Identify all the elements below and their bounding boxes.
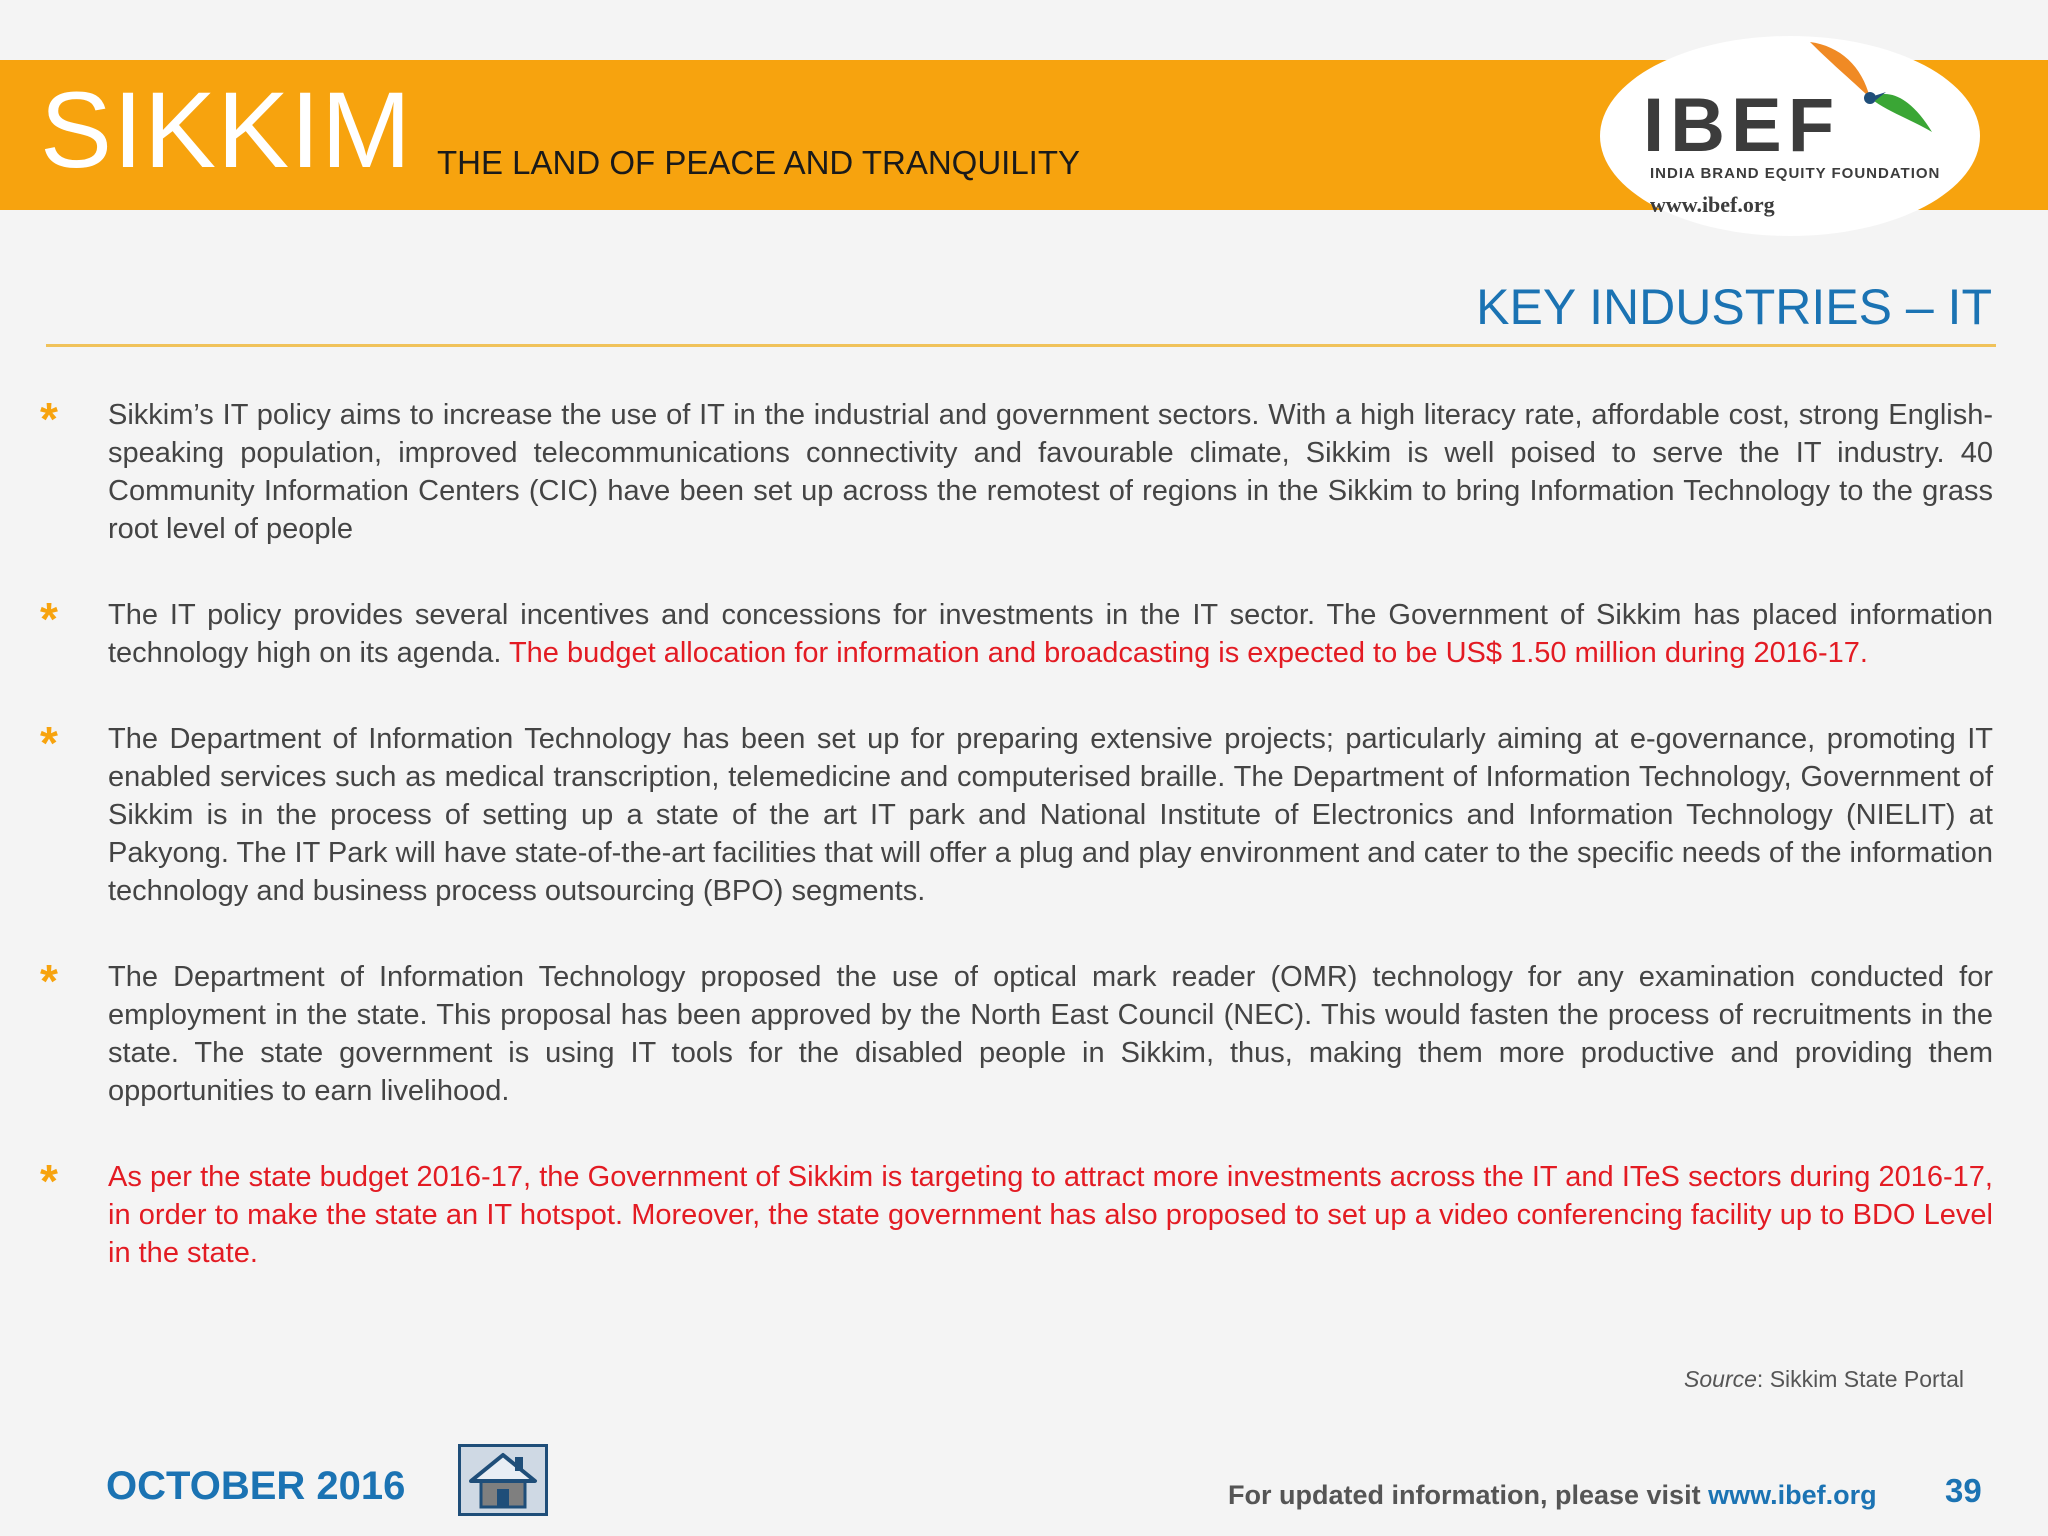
asterisk-bullet-icon: * — [40, 593, 58, 645]
asterisk-bullet-icon: * — [40, 393, 58, 445]
logo-name: IBEF — [1643, 83, 1841, 168]
footer-visit-link[interactable]: www.ibef.org — [1708, 1480, 1877, 1510]
bullet-text — [108, 720, 1993, 910]
bullet-item — [40, 955, 1993, 1110]
bullet-body: Sikkim’s IT policy aims to increase the use of IT in the industrial and government sectors. With a high literacy rate, affordable cost, strong English-speaking population, improved telecommunications connectivity and favourable climate, Sikkim is well poised to serve the IT industry. 40 Community Information Centers (CIC) have been set up across the remotest of regions in the Sikkim to bring Information Technology to the grass root level of people — [108, 399, 1993, 545]
bullet-item — [40, 1155, 1993, 1272]
page-number: 39 — [1945, 1472, 1982, 1509]
footer-visit-note — [1228, 1480, 1877, 1511]
bullet-highlight: As per the state budget 2016-17, the Government of Sikkim is targeting to attract more investments across the IT and ITeS sectors during 2016-17, in order to make the state an IT hotspot. Moreover, the state government has also proposed to set up a video conferencing facility up to BDO Level in the state. — [108, 1161, 1993, 1269]
bullet-body: The Department of Information Technology has been set up for preparing extensive projects; particularly aiming at e-governance, promoting IT enabled services such as medical transcription, telemedicine and computerised braille. The Department of Information Technology, Government of Sikkim is in the process of setting up a state of the art IT park and National Institute of Electronics and Information Technology (NIELIT) at Pakyong. The IT Park will have state-of-the-art facilities that will offer a plug and play environment and cater to the specific needs of the information technology and business process outsourcing (BPO) segments. — [108, 723, 1993, 907]
home-button[interactable] — [458, 1444, 548, 1516]
source-label: Source — [1684, 1366, 1757, 1392]
section-title: KEY INDUSTRIES – IT — [1476, 279, 1992, 335]
bullet-text — [108, 396, 1993, 548]
home-icon — [461, 1447, 545, 1513]
logo-subtitle: INDIA BRAND EQUITY FOUNDATION — [1650, 165, 1941, 182]
state-tagline: THE LAND OF PEACE AND TRANQUILITY — [437, 144, 1081, 181]
bullet-text — [108, 1158, 1993, 1272]
bullet-item — [40, 393, 1993, 548]
bullet-body: The Department of Information Technology proposed the use of optical mark reader (OMR) technology for any examination conducted for employment in the state. This proposal has been approved by the North East Council (NEC). This would fasten the process of recruitments in the state. The state government is using IT tools for the disabled people in Sikkim, thus, making them more productive and providing them opportunities to earn livelihood. — [108, 961, 1993, 1107]
bullet-text — [108, 958, 1993, 1110]
bullet-body: The IT policy provides several incentives and concessions for investments in the IT sector. The Government of Sikkim has placed information technology high on its agenda. — [108, 599, 1993, 669]
bullet-text — [108, 596, 1993, 672]
asterisk-bullet-icon: * — [40, 1155, 58, 1207]
bullet-item — [40, 717, 1993, 910]
source-note — [1684, 1366, 1964, 1393]
asterisk-bullet-icon: * — [40, 717, 58, 769]
title-divider — [46, 344, 1996, 347]
bullet-list — [40, 393, 1993, 1320]
source-text: : Sikkim State Portal — [1756, 1366, 1964, 1392]
logo-url: www.ibef.org — [1650, 192, 1775, 217]
footer-visit-text: For updated information, please visit — [1228, 1480, 1709, 1510]
bullet-item — [40, 593, 1993, 672]
state-name: SIKKIM — [40, 69, 413, 190]
asterisk-bullet-icon: * — [40, 955, 58, 1007]
bullet-highlight: The budget allocation for information and broadcasting is expected to be US$ 1.50 million during 2016-17. — [508, 637, 1868, 669]
footer-date: OCTOBER 2016 — [106, 1464, 406, 1508]
